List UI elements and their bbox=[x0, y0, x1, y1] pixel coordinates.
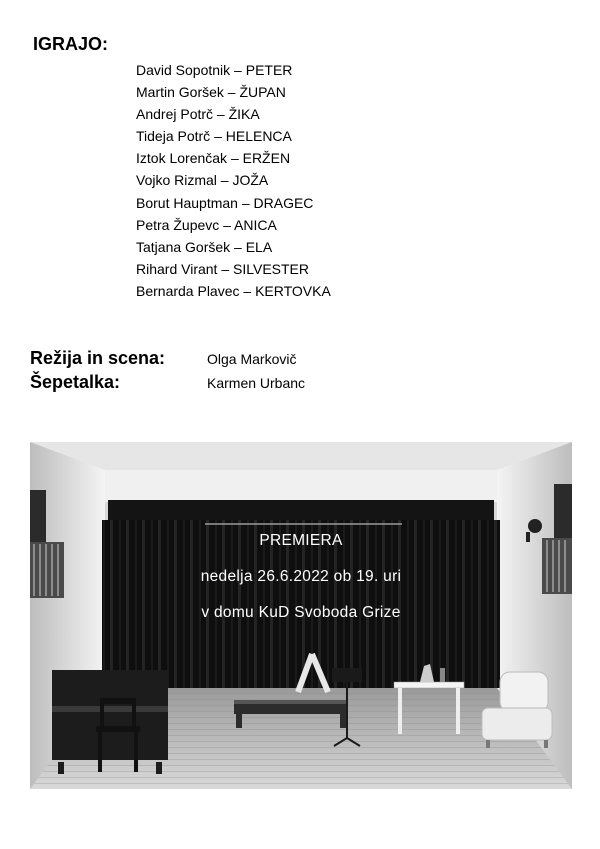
piano bbox=[52, 670, 168, 774]
direction-name: Olga Markovič bbox=[207, 351, 297, 367]
cast-item: David Sopotnik – PETER bbox=[136, 62, 293, 78]
cast-item: Tideja Potrč – HELENCA bbox=[136, 128, 292, 145]
prompter-role: Šepetalka: bbox=[30, 372, 121, 392]
cast-item: Borut Hauptman – DRAGEC bbox=[136, 194, 314, 211]
direction-credit bbox=[30, 347, 450, 371]
cast-item: Iztok Lorenčak – ERŽEN bbox=[136, 150, 291, 167]
cast-item: Martin Goršek – ŽUPAN bbox=[136, 84, 286, 101]
prompter-credit bbox=[30, 371, 450, 395]
cast-list bbox=[136, 59, 331, 302]
spotlight bbox=[528, 519, 542, 533]
direction-role: Režija in scena: bbox=[30, 348, 166, 368]
proscenium bbox=[105, 470, 497, 500]
cast-item: Vojko Rizmal – JOŽA bbox=[136, 172, 269, 189]
cast-heading: IGRAJO: bbox=[33, 34, 109, 54]
premiere-venue: v domu KuD Svoboda Grize bbox=[201, 604, 401, 621]
valance bbox=[108, 500, 494, 522]
cast-item: Bernarda Plavec – KERTOVKA bbox=[136, 282, 331, 299]
cast-item: Tatjana Goršek – ELA bbox=[136, 238, 273, 255]
cast-item: Andrej Potrč – ŽIKA bbox=[136, 106, 260, 123]
premiere-label: PREMIERA bbox=[259, 532, 343, 549]
stage-photo bbox=[30, 442, 572, 789]
prompter-name: Karmen Urbanc bbox=[207, 375, 306, 391]
ceiling-panel bbox=[30, 442, 572, 470]
cast-item: Petra Župevc – ANICA bbox=[136, 216, 277, 233]
cast-item: Rihard Virant – SILVESTER bbox=[136, 260, 310, 277]
premiere-date: nedelja 26.6.2022 ob 19. uri bbox=[200, 568, 402, 585]
